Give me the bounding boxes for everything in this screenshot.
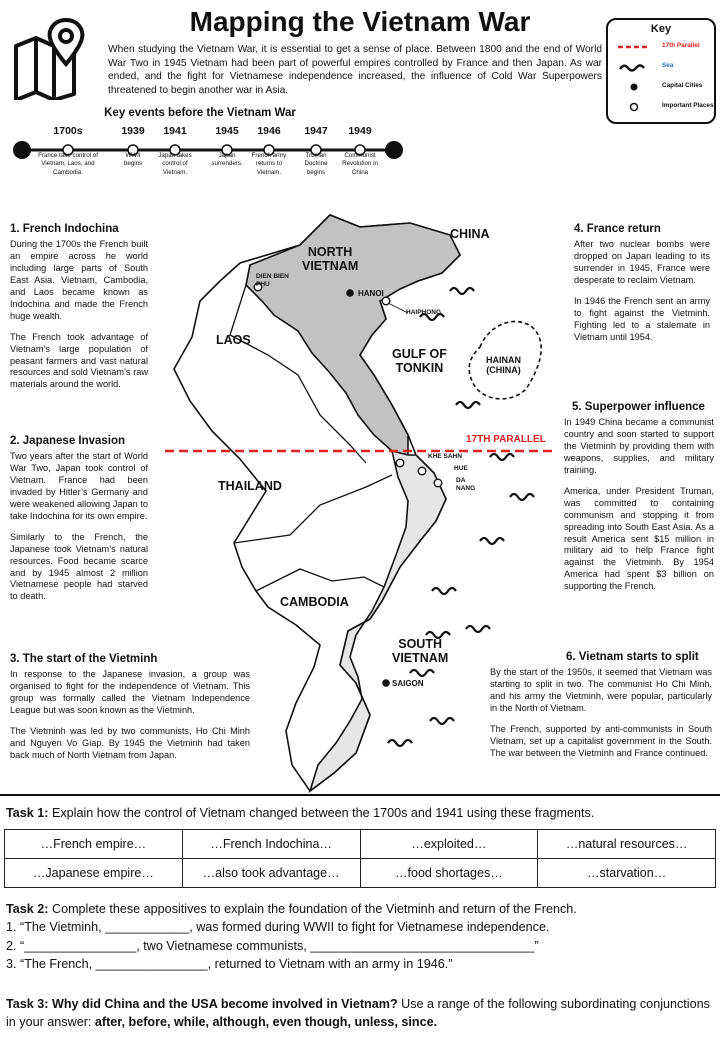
key-label-sea: Sea [662, 62, 674, 69]
fragment-cell: …food shortages… [360, 859, 538, 888]
section-title: 4. France return [574, 223, 661, 235]
city-label-da-nang: DA NANG [456, 477, 476, 492]
section-para: In 1949 China became a communist country and soon started to support the Vietminh by providing them with weapons, supplies, and military training. [564, 416, 714, 475]
task-1-label: Task 1: [6, 806, 49, 820]
khe-sahn-dot [396, 459, 404, 467]
city-label-haiphong: HAIPHONG [406, 309, 442, 316]
section-para: The Vietminh was led by two communists, Ho Chi Minh and Nguyen Vo Giap. By 1945 the Vietminh had taken back much of North Vietnam from Japan. [10, 725, 250, 760]
section-para: After two nuclear bombs were dropped on Japan leading to its surrender in 1945, France were desperate to reclaim Vietnam. [574, 238, 710, 285]
section-para: The French took advantage of Vietnam’s large population of peasant farmers and vast natural resources and sold Vietnam’s raw materials around the world. [10, 331, 148, 390]
timeline-year: 1939 [121, 125, 145, 137]
table-row [5, 830, 716, 859]
filled-dot-icon [616, 80, 652, 94]
section-title: 2. Japanese Invasion [10, 435, 126, 447]
fragment-cell: …Japanese empire… [5, 859, 183, 888]
section-para: In 1946 the French sent an army to fight against the Vietminh. Fighting led to a stalemate in Vietnam until 1954. [574, 295, 710, 342]
timeline [0, 120, 420, 200]
timeline-year: 1949 [348, 125, 372, 137]
timeline-desc: Japan takes control of Vietnam. [158, 152, 192, 176]
city-label-khe-sahn: KHE SAHN [428, 453, 462, 460]
wave-icon [616, 60, 652, 74]
map-label-hainan: HAINAN (CHINA) [486, 355, 521, 376]
timeline-year: 1946 [257, 125, 281, 137]
fragment-cell: …French empire… [5, 830, 183, 859]
map-label-thailand: THAILAND [218, 479, 282, 493]
timeline-desc: French army returns to Vietnam. [251, 152, 287, 176]
section-para: During the 1700s the French built an empire across he world including large parts of South East Asia. Vietnam, Cambodia, and Laos became known as Indochina and made the French huge wealth. [10, 238, 148, 321]
timeline-desc: Truman Doctrine begins [304, 152, 328, 176]
task-2 [6, 900, 714, 973]
hue-dot [418, 467, 426, 475]
fragment-cell: …exploited… [360, 830, 538, 859]
timeline-desc: Communist Revolution in China [342, 152, 378, 176]
task-3-label: Task 3: [6, 997, 49, 1011]
fragments-table [4, 829, 716, 888]
timeline-event [145, 125, 205, 177]
timeline-desc: WWII begins [123, 152, 143, 168]
saigon-dot [382, 679, 390, 687]
timeline-desc: France take control of Vietnam, Laos, and Cambodia. [38, 152, 98, 176]
task-2-line[interactable]: 2. “________________, two Vietnamese communists, ________________________________” [6, 938, 539, 953]
section-title: 5. Superpower influence [572, 401, 705, 413]
key-label-places: Important Places [662, 102, 714, 109]
section-title: 3. The start of the Vietminh [10, 653, 158, 665]
parallel-label: 17TH PARALLEL [466, 434, 546, 445]
key-row-sea [616, 60, 714, 74]
key-title: Key [650, 23, 672, 35]
intro-text: When studying the Vietnam War, it is essential to get a sense of place. Between 1800 and the end of World War Two in 1945 Vietnam had been part of powerful empires controlled by France and then Japan. As war ended, and the fight for Vietnamese independence increased, the influence of Cold War Superpowers threatened to begin another war in Asia. [108, 44, 602, 96]
section-japanese-invasion [10, 434, 148, 612]
table-row [5, 859, 716, 888]
vietnam-map [160, 205, 580, 795]
map-label-china: CHINA [450, 227, 490, 241]
city-label-hanoi: HANOI [358, 289, 384, 298]
key-label-capital: Capital Cities [662, 82, 703, 89]
timeline-year: 1947 [304, 125, 328, 137]
fragment-cell: …French Indochina… [182, 830, 360, 859]
divider [0, 794, 720, 796]
fragment-cell: …natural resources… [538, 830, 716, 859]
map-key [606, 18, 716, 124]
map-label-laos: LAOS [216, 333, 251, 347]
task-3-conjunctions: after, before, while, although, even though, unless, since. [94, 1015, 438, 1030]
hollow-dot-icon [616, 100, 652, 114]
section-para: America, under President Truman, was committed to containing communism and stopping it from spreading into South East Asia. As a result America sent $15 million in military aid to help France fight against the Vietminh. By 1954 America had spent $3 billion on supporting the French. [564, 485, 714, 592]
timeline-event [330, 125, 390, 177]
page-title: Mapping the Vietnam War [189, 6, 531, 37]
task-2-line[interactable]: 1. “The Vietminh, ____________, was formed during WWII to fight for Vietnamese independence. [6, 920, 550, 935]
section-france-return [574, 222, 710, 353]
key-row-places [616, 100, 714, 114]
section-para: Two years after the start of World War Two, Japan took control of Vietnam. France had been invaded by Hitler’s Germany and were weakened allowing Japan to take Indochina for its own empire. [10, 450, 148, 521]
timeline-event [38, 125, 98, 177]
map-label-north-vietnam: NORTH VIETNAM [302, 245, 359, 274]
section-para: Similarly to the French, the Japanese took Vietnam’s natural resources. Food became scarce and by 1945 almost 2 million Vietnamese people had starved to death. [10, 531, 148, 602]
da-nang-dot [434, 479, 442, 487]
task-3-question: Why did China and the USA become involved in Vietnam? [48, 997, 398, 1011]
section-superpower-influence [564, 400, 714, 602]
map-label-cambodia: CAMBODIA [280, 595, 349, 609]
task-3 [6, 995, 714, 1032]
section-para: In response to the Japanese invasion, a group was organised to fight for the independence of Vietnam. This group was formally called the Vietnam Independence League but was soon known as the Vietminh. [10, 668, 250, 715]
city-label-hue: HUE [454, 465, 468, 472]
hanoi-dot [346, 289, 354, 297]
section-title: 6. Vietnam starts to split [566, 651, 699, 663]
timeline-desc: Japan surrenders. [211, 152, 243, 168]
key-row-parallel [616, 40, 714, 54]
city-label-dien-bien-phu: DIEN BIEN PHU [256, 273, 289, 288]
map-label-gulf-of-tonkin: GULF OF TONKIN [392, 347, 447, 376]
task-3-text: Use a range of the following subordinating conjunctions in your answer: [6, 997, 710, 1030]
task-2-label: Task 2: [6, 902, 49, 916]
task-1 [6, 804, 714, 822]
task-2-line[interactable]: 3. “The French, ________________, returned to Vietnam with an army in 1946.” [6, 956, 453, 971]
city-label-saigon: SAIGON [392, 679, 424, 688]
section-para: The French, supported by anti-communists in South Vietnam, set up a capitalist government in the South. The war between the Vietminh and France continued. [490, 723, 712, 758]
section-title: 1. French Indochina [10, 223, 119, 235]
map-label-south-vietnam: SOUTH VIETNAM [392, 637, 449, 666]
fragment-cell: …starvation… [538, 859, 716, 888]
timeline-year: 1945 [215, 125, 239, 137]
timeline-title: Key events before the Vietnam War [104, 107, 296, 119]
timeline-year: 1941 [163, 125, 187, 137]
red-dashed-line-icon [616, 40, 652, 54]
task-2-text: Complete these appositives to explain the foundation of the Vietminh and return of the French. [48, 902, 577, 916]
fragment-cell: …also took advantage… [182, 859, 360, 888]
key-label-parallel: 17th Parallel [662, 42, 700, 49]
task-1-text: Explain how the control of Vietnam changed between the 1700s and 1941 using these fragments. [48, 806, 595, 820]
section-french-indochina [10, 222, 148, 400]
section-para: By the start of the 1950s, it seemed that Vietnam was starting to split in two. The communist Ho Chi Minh, and his army the Vietminh, were popular, particularly in the North of Vietnam. [490, 666, 712, 713]
key-row-capital [616, 80, 714, 94]
timeline-year: 1700s [53, 125, 83, 137]
